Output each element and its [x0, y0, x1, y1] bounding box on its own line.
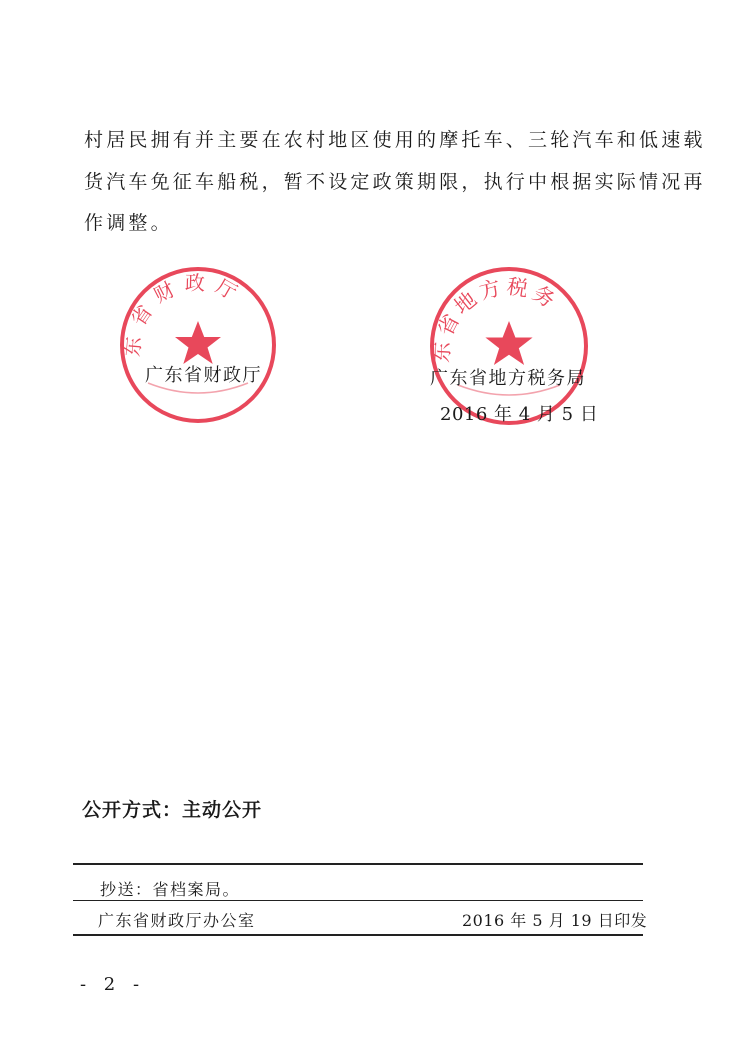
signer-finance: 广东省财政厅	[145, 365, 262, 386]
issuer: 广东省财政厅办公室	[98, 911, 256, 930]
body-line-2: 货汽车免征车船税，暂不设定政策期限，执行中根据实际情况再	[84, 171, 706, 193]
seal-text: 东省财政厅	[120, 270, 250, 358]
body-line-3: 作调整。	[84, 212, 173, 234]
finance-department-seal	[118, 265, 278, 425]
signature-date: 2016 年 4 月 5 日	[440, 404, 599, 425]
tax-bureau-seal	[428, 265, 590, 427]
seal-text: 东省地方税务	[429, 274, 563, 364]
signer-tax-bureau: 广东省地方税务局	[430, 368, 586, 389]
star-icon	[485, 321, 532, 365]
star-icon	[175, 321, 221, 364]
print-date: 2016 年 5 月 19 日印发	[462, 911, 648, 930]
disclosure-mode: 公开方式：主动公开	[82, 799, 263, 821]
middle-rule	[73, 900, 643, 901]
page-number: - 2 -	[80, 974, 146, 995]
body-line-1: 村居民拥有并主要在农村地区使用的摩托车、三轮汽车和低速载	[84, 129, 706, 151]
bottom-rule	[73, 934, 643, 936]
cc-line: 抄送：省档案局。	[100, 880, 241, 899]
top-rule	[73, 863, 643, 865]
